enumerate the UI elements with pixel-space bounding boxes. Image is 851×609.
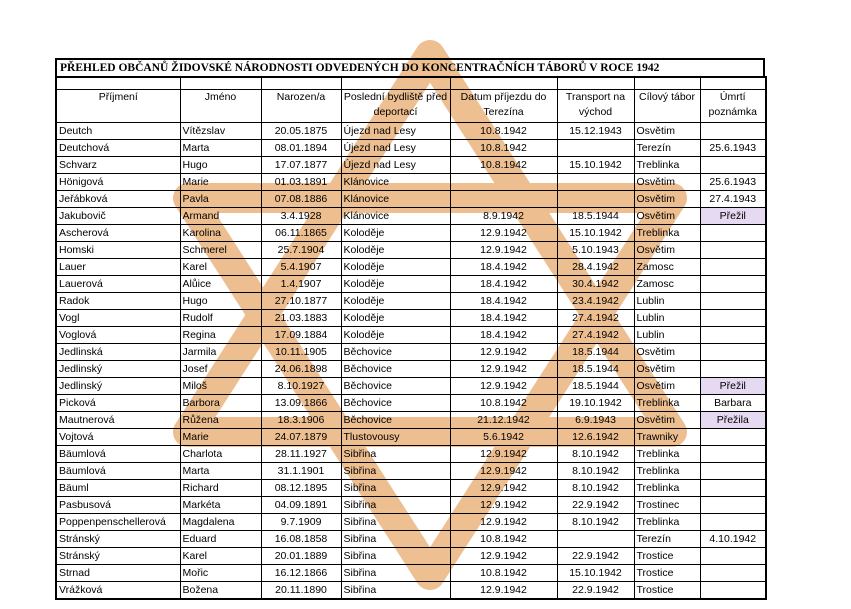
birth-date-cell: 16.12.1866 xyxy=(261,565,341,582)
first-name-cell: Rudolf xyxy=(180,310,261,327)
surname-cell: Radok xyxy=(56,293,180,310)
table-row xyxy=(56,344,766,361)
residence-cell: Újezd nad Lesy xyxy=(341,157,450,174)
surname-cell: Ascherová xyxy=(56,225,180,242)
table-row xyxy=(56,412,766,429)
residence-cell: Újezd nad Lesy xyxy=(341,140,450,157)
camp-cell: Treblinka xyxy=(634,157,700,174)
table-row xyxy=(56,259,766,276)
transport-date-cell xyxy=(557,531,634,548)
birth-date-cell: 3.4.1928 xyxy=(261,208,341,225)
first-name-cell: Miloš xyxy=(180,378,261,395)
camp-cell: Osvětim xyxy=(634,344,700,361)
first-name-cell: Armand xyxy=(180,208,261,225)
camp-cell: Trostice xyxy=(634,548,700,565)
transport-date-cell: 18.5.1944 xyxy=(557,378,634,395)
birth-date-cell: 31.1.1901 xyxy=(261,463,341,480)
document-title: PŘEHLED OBČANŮ ŽIDOVSKÉ NÁRODNOSTI ODVEDENÝCH DO KONCENTRAČNÍCH TÁBORŮ V ROCE 1942 xyxy=(55,58,765,76)
note-cell xyxy=(700,293,766,310)
transport-date-cell: 22.9.1942 xyxy=(557,582,634,600)
arrival-date-cell xyxy=(450,174,557,191)
surname-cell: Homski xyxy=(56,242,180,259)
note-cell xyxy=(700,259,766,276)
camp-cell: Osvětim xyxy=(634,174,700,191)
first-name-cell: Pavla xyxy=(180,191,261,208)
camp-cell: Treblinka xyxy=(634,480,700,497)
arrival-date-cell: 12.9.1942 xyxy=(450,344,557,361)
birth-date-cell: 5.4.1907 xyxy=(261,259,341,276)
residence-cell: Újezd nad Lesy xyxy=(341,123,450,140)
transport-date-cell: 22.9.1942 xyxy=(557,497,634,514)
note-cell xyxy=(700,225,766,242)
residence-cell: Koloděje xyxy=(341,259,450,276)
surname-cell: Bäumlová xyxy=(56,463,180,480)
birth-date-cell: 13.09.1866 xyxy=(261,395,341,412)
birth-date-cell: 08.01.1894 xyxy=(261,140,341,157)
transport-date-cell: 15.10.1942 xyxy=(557,157,634,174)
arrival-date-cell: 21.12.1942 xyxy=(450,412,557,429)
residence-cell: Koloděje xyxy=(341,225,450,242)
camp-cell: Trostice xyxy=(634,565,700,582)
camp-cell: Osvětim xyxy=(634,412,700,429)
birth-date-cell: 16.08.1858 xyxy=(261,531,341,548)
table-row xyxy=(56,565,766,582)
note-cell: Přežil xyxy=(700,208,766,225)
note-cell xyxy=(700,344,766,361)
surname-cell: Vojtová xyxy=(56,429,180,446)
note-cell: 25.6.1943 xyxy=(700,140,766,157)
camp-cell: Trostice xyxy=(634,582,700,600)
table-row xyxy=(56,174,766,191)
arrival-date-cell: 12.9.1942 xyxy=(450,242,557,259)
first-name-cell: Karolina xyxy=(180,225,261,242)
note-cell: 25.6.1943 xyxy=(700,174,766,191)
birth-date-cell: 27.10.1877 xyxy=(261,293,341,310)
header-first-name: Jméno xyxy=(180,90,261,123)
arrival-date-cell: 18.4.1942 xyxy=(450,310,557,327)
arrival-date-cell: 10.8.1942 xyxy=(450,531,557,548)
birth-date-cell: 08.12.1895 xyxy=(261,480,341,497)
birth-date-cell: 1.4.1907 xyxy=(261,276,341,293)
table-row xyxy=(56,327,766,344)
transport-date-cell: 27.4.1942 xyxy=(557,327,634,344)
first-name-cell: Alůice xyxy=(180,276,261,293)
first-name-cell: Marie xyxy=(180,174,261,191)
surname-cell: Strnad xyxy=(56,565,180,582)
surname-cell: Jedlinský xyxy=(56,361,180,378)
note-cell xyxy=(700,480,766,497)
table-row xyxy=(56,276,766,293)
arrival-date-cell: 5.6.1942 xyxy=(450,429,557,446)
note-cell xyxy=(700,361,766,378)
note-cell xyxy=(700,548,766,565)
table-row xyxy=(56,242,766,259)
table-row xyxy=(56,463,766,480)
transport-date-cell xyxy=(557,191,634,208)
surname-cell: Schvarz xyxy=(56,157,180,174)
residence-cell: Koloděje xyxy=(341,242,450,259)
camp-cell: Trostinec xyxy=(634,497,700,514)
arrival-date-cell: 10.8.1942 xyxy=(450,157,557,174)
transport-date-cell: 28.4.1942 xyxy=(557,259,634,276)
note-cell xyxy=(700,327,766,344)
residence-cell: Klánovice xyxy=(341,174,450,191)
arrival-date-cell: 10.8.1942 xyxy=(450,565,557,582)
table-row xyxy=(56,225,766,242)
residence-cell: Běchovice xyxy=(341,412,450,429)
note-cell: Přežila xyxy=(700,412,766,429)
first-name-cell: Božena xyxy=(180,582,261,600)
table-row xyxy=(56,140,766,157)
surname-cell: Vrážková xyxy=(56,582,180,600)
first-name-cell: Jarmila xyxy=(180,344,261,361)
arrival-date-cell: 12.9.1942 xyxy=(450,361,557,378)
camp-cell: Osvětim xyxy=(634,378,700,395)
first-name-cell: Regina xyxy=(180,327,261,344)
transport-date-cell: 19.10.1942 xyxy=(557,395,634,412)
note-cell xyxy=(700,123,766,140)
note-cell: 27.4.1943 xyxy=(700,191,766,208)
residence-cell: Klánovice xyxy=(341,191,450,208)
deportation-document xyxy=(55,58,765,600)
table-row xyxy=(56,548,766,565)
table-row xyxy=(56,395,766,412)
arrival-date-cell: 18.4.1942 xyxy=(450,259,557,276)
residence-cell: Sibřina xyxy=(341,548,450,565)
transport-date-cell: 6.9.1943 xyxy=(557,412,634,429)
residence-cell: Sibřina xyxy=(341,531,450,548)
table-row xyxy=(56,497,766,514)
arrival-date-cell: 12.9.1942 xyxy=(450,548,557,565)
birth-date-cell: 28.11.1927 xyxy=(261,446,341,463)
transport-date-cell: 22.9.1942 xyxy=(557,548,634,565)
birth-date-cell: 25.7.1904 xyxy=(261,242,341,259)
surname-cell: Lauerová xyxy=(56,276,180,293)
residence-cell: Koloděje xyxy=(341,293,450,310)
surname-cell: Pasbusová xyxy=(56,497,180,514)
note-cell xyxy=(700,446,766,463)
surname-cell: Jeřábková xyxy=(56,191,180,208)
camp-cell: Osvětim xyxy=(634,123,700,140)
camp-cell: Terezín xyxy=(634,531,700,548)
first-name-cell: Josef xyxy=(180,361,261,378)
transport-date-cell: 18.5.1944 xyxy=(557,361,634,378)
table-row xyxy=(56,361,766,378)
first-name-cell: Magdalena xyxy=(180,514,261,531)
surname-cell: Jedlinský xyxy=(56,378,180,395)
transport-date-cell: 18.5.1944 xyxy=(557,344,634,361)
header-death-note: Úmrtí poznámka xyxy=(700,90,766,123)
note-cell xyxy=(700,429,766,446)
birth-date-cell: 07.08.1886 xyxy=(261,191,341,208)
arrival-date-cell: 12.9.1942 xyxy=(450,463,557,480)
table-row xyxy=(56,157,766,174)
birth-date-cell: 06.11.1865 xyxy=(261,225,341,242)
transport-date-cell: 5.10.1943 xyxy=(557,242,634,259)
camp-cell: Terezín xyxy=(634,140,700,157)
residence-cell: Běchovice xyxy=(341,378,450,395)
table-row xyxy=(56,446,766,463)
birth-date-cell: 9.7.1909 xyxy=(261,514,341,531)
table-row xyxy=(56,480,766,497)
table-row xyxy=(56,531,766,548)
residence-cell: Sibřina xyxy=(341,497,450,514)
birth-date-cell: 10.11.1905 xyxy=(261,344,341,361)
arrival-date-cell: 12.9.1942 xyxy=(450,582,557,600)
residence-cell: Běchovice xyxy=(341,344,450,361)
first-name-cell: Richard xyxy=(180,480,261,497)
camp-cell: Treblinka xyxy=(634,225,700,242)
first-name-cell: Barbora xyxy=(180,395,261,412)
arrival-date-cell: 18.4.1942 xyxy=(450,276,557,293)
arrival-date-cell: 12.9.1942 xyxy=(450,225,557,242)
camp-cell: Lublin xyxy=(634,327,700,344)
arrival-date-cell xyxy=(450,191,557,208)
residence-cell: Klánovice xyxy=(341,208,450,225)
header-row xyxy=(56,90,766,123)
birth-date-cell: 8.10.1927 xyxy=(261,378,341,395)
birth-date-cell: 01.03.1891 xyxy=(261,174,341,191)
table-row xyxy=(56,514,766,531)
arrival-date-cell: 10.8.1942 xyxy=(450,140,557,157)
birth-date-cell: 24.06.1898 xyxy=(261,361,341,378)
camp-cell: Lublin xyxy=(634,310,700,327)
surname-cell: Mautnerová xyxy=(56,412,180,429)
note-cell xyxy=(700,276,766,293)
note-cell: Přežil xyxy=(700,378,766,395)
surname-cell: Picková xyxy=(56,395,180,412)
arrival-date-cell: 12.9.1942 xyxy=(450,446,557,463)
first-name-cell: Markéta xyxy=(180,497,261,514)
transport-date-cell: 8.10.1942 xyxy=(557,514,634,531)
spacer-row xyxy=(56,77,766,90)
birth-date-cell: 24.07.1879 xyxy=(261,429,341,446)
birth-date-cell: 17.07.1877 xyxy=(261,157,341,174)
transport-date-cell: 27.4.1942 xyxy=(557,310,634,327)
residence-cell: Sibřina xyxy=(341,565,450,582)
transport-date-cell xyxy=(557,174,634,191)
first-name-cell: Hugo xyxy=(180,157,261,174)
first-name-cell: Eduard xyxy=(180,531,261,548)
birth-date-cell: 20.11.1890 xyxy=(261,582,341,600)
residence-cell: Běchovice xyxy=(341,361,450,378)
birth-date-cell: 20.01.1889 xyxy=(261,548,341,565)
table-row xyxy=(56,208,766,225)
camp-cell: Treblinka xyxy=(634,446,700,463)
deportation-table xyxy=(55,76,767,600)
arrival-date-cell: 12.9.1942 xyxy=(450,378,557,395)
transport-date-cell xyxy=(557,140,634,157)
surname-cell: Stránský xyxy=(56,548,180,565)
birth-date-cell: 21.03.1883 xyxy=(261,310,341,327)
surname-cell: Jedlinská xyxy=(56,344,180,361)
table-row xyxy=(56,123,766,140)
camp-cell: Lublin xyxy=(634,293,700,310)
surname-cell: Bäumlová xyxy=(56,446,180,463)
note-cell xyxy=(700,157,766,174)
first-name-cell: Růžena xyxy=(180,412,261,429)
transport-date-cell: 15.10.1942 xyxy=(557,565,634,582)
header-last-residence: Poslední bydliště před deportací xyxy=(341,90,450,123)
residence-cell: Sibřina xyxy=(341,446,450,463)
header-surname: Příjmení xyxy=(56,90,180,123)
first-name-cell: Marie xyxy=(180,429,261,446)
first-name-cell: Karel xyxy=(180,259,261,276)
arrival-date-cell: 8.9.1942 xyxy=(450,208,557,225)
birth-date-cell: 18.3.1906 xyxy=(261,412,341,429)
residence-cell: Sibřina xyxy=(341,582,450,600)
first-name-cell: Charlota xyxy=(180,446,261,463)
surname-cell: Hönigová xyxy=(56,174,180,191)
surname-cell: Poppenpenschellerová xyxy=(56,514,180,531)
table-row xyxy=(56,378,766,395)
camp-cell: Osvětim xyxy=(634,361,700,378)
note-cell: 4.10.1942 xyxy=(700,531,766,548)
arrival-date-cell: 12.9.1942 xyxy=(450,480,557,497)
transport-date-cell: 8.10.1942 xyxy=(557,463,634,480)
header-arrival-terezin: Datum příjezdu do Terezína xyxy=(450,90,557,123)
transport-date-cell: 15.10.1942 xyxy=(557,225,634,242)
residence-cell: Koloděje xyxy=(341,310,450,327)
camp-cell: Osvětim xyxy=(634,191,700,208)
surname-cell: Bäuml xyxy=(56,480,180,497)
table-row xyxy=(56,191,766,208)
camp-cell: Zamosc xyxy=(634,276,700,293)
surname-cell: Stránský xyxy=(56,531,180,548)
transport-date-cell: 30.4.1942 xyxy=(557,276,634,293)
camp-cell: Treblinka xyxy=(634,514,700,531)
surname-cell: Lauer xyxy=(56,259,180,276)
residence-cell: Koloděje xyxy=(341,276,450,293)
arrival-date-cell: 12.9.1942 xyxy=(450,497,557,514)
first-name-cell: Mořic xyxy=(180,565,261,582)
note-cell xyxy=(700,582,766,600)
header-transport-east: Transport na východ xyxy=(557,90,634,123)
note-cell xyxy=(700,497,766,514)
table-row xyxy=(56,310,766,327)
table-row xyxy=(56,293,766,310)
transport-date-cell: 23.4.1942 xyxy=(557,293,634,310)
arrival-date-cell: 12.9.1942 xyxy=(450,514,557,531)
surname-cell: Vogl xyxy=(56,310,180,327)
camp-cell: Zamosc xyxy=(634,259,700,276)
arrival-date-cell: 18.4.1942 xyxy=(450,327,557,344)
first-name-cell: Schmerel xyxy=(180,242,261,259)
transport-date-cell: 8.10.1942 xyxy=(557,446,634,463)
header-born: Narozen/a xyxy=(261,90,341,123)
camp-cell: Osvětim xyxy=(634,208,700,225)
camp-cell: Trawniky xyxy=(634,429,700,446)
first-name-cell: Vítězslav xyxy=(180,123,261,140)
birth-date-cell: 17.09.1884 xyxy=(261,327,341,344)
note-cell xyxy=(700,242,766,259)
note-cell xyxy=(700,565,766,582)
note-cell xyxy=(700,463,766,480)
residence-cell: Sibřina xyxy=(341,463,450,480)
transport-date-cell: 15.12.1943 xyxy=(557,123,634,140)
arrival-date-cell: 10.8.1942 xyxy=(450,123,557,140)
first-name-cell: Marta xyxy=(180,140,261,157)
residence-cell: Sibřina xyxy=(341,480,450,497)
first-name-cell: Karel xyxy=(180,548,261,565)
note-cell: Barbara xyxy=(700,395,766,412)
residence-cell: Tlustovousy xyxy=(341,429,450,446)
note-cell xyxy=(700,514,766,531)
camp-cell: Osvětim xyxy=(634,242,700,259)
birth-date-cell: 20.05.1875 xyxy=(261,123,341,140)
transport-date-cell: 18.5.1944 xyxy=(557,208,634,225)
residence-cell: Koloděje xyxy=(341,327,450,344)
table-row xyxy=(56,429,766,446)
first-name-cell: Hugo xyxy=(180,293,261,310)
table-row xyxy=(56,582,766,600)
camp-cell: Treblinka xyxy=(634,463,700,480)
birth-date-cell: 04.09.1891 xyxy=(261,497,341,514)
first-name-cell: Marta xyxy=(180,463,261,480)
camp-cell: Treblinka xyxy=(634,395,700,412)
transport-date-cell: 12.6.1942 xyxy=(557,429,634,446)
surname-cell: Deutch xyxy=(56,123,180,140)
surname-cell: Deutchová xyxy=(56,140,180,157)
arrival-date-cell: 18.4.1942 xyxy=(450,293,557,310)
arrival-date-cell: 10.8.1942 xyxy=(450,395,557,412)
note-cell xyxy=(700,310,766,327)
residence-cell: Sibřina xyxy=(341,514,450,531)
header-destination-camp: Cílový tábor xyxy=(634,90,700,123)
transport-date-cell: 8.10.1942 xyxy=(557,480,634,497)
residence-cell: Běchovice xyxy=(341,395,450,412)
surname-cell: Voglová xyxy=(56,327,180,344)
surname-cell: Jakubovič xyxy=(56,208,180,225)
